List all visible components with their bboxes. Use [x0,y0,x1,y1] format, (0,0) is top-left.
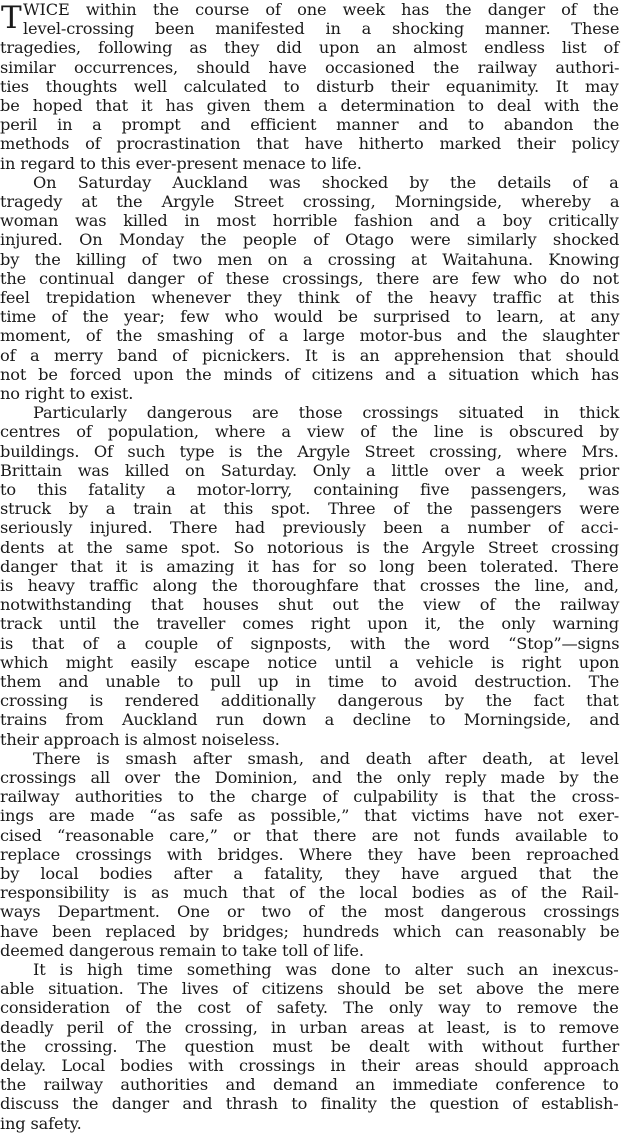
text-line: replace crossings with bridges. Where they have been reproached [0,844,619,864]
text-line: able situation. The lives of citizens should be set above the mere [0,979,620,999]
text-line: of a merry band of picnickers. It is an apprehension that should [0,345,620,365]
text-line: the railway authorities and demand an immediate conference to [0,1075,619,1095]
text-line: methods of procrastination that have hitherto marked their policy [0,134,620,154]
text-line: struck by a train at this spot. Three of the passengers were [0,499,620,519]
text-line: It is high time something was done to alter such an inexcus- [33,960,619,979]
text-line: buildings. Of such type is the Argyle Street crossing, where Mrs. [0,441,619,461]
text-line: notwithstanding that houses shut out the view of the railway [0,595,620,615]
text-line: level-crossing been manifested in a shocking manner. These [23,19,620,39]
text-line: be hoped that it has given them a determination to deal with the [0,96,619,115]
text-line: danger that it is amazing it has for so long been tolerated. There [0,556,619,576]
text-line: is that of a couple of signposts, with the word “Stop”—signs [0,633,620,653]
drop-cap: T [1,0,22,36]
text-line: ing safety. [0,1113,82,1133]
text-line: ings are made “as safe as possible,” that victims have not exer- [0,806,620,826]
text-line: On Saturday Auckland was shocked by the details of a [33,172,619,192]
text-line: the crossing. The question must be dealt with without further [0,1036,620,1056]
text-line: peril in a prompt and efficient manner and to abandon the [0,115,620,135]
text-line: no right to exist. [0,384,134,403]
text-line: moment, of the smashing of a large motor-bus and the slaughter [0,326,620,346]
text-line: by local bodies after a fatality, they have argued that the [0,864,619,883]
text-line: deadly peril of the crossing, in urban areas at least, is to remove [0,1017,620,1037]
text-line: by the killing of two men on a crossing at Waitahuna. Knowing [0,249,620,269]
text-line: dents at the same spot. So notorious is the Argyle Street crossing [0,537,619,557]
text-line: Particularly dangerous are those crossings situated in thick [33,403,620,423]
text-line: tragedy at the Argyle Street crossing, Morningside, whereby a [0,192,620,211]
text-line: the continual danger of these crossings, there are few who do not [0,268,619,288]
text-line: centres of population, where a view of the line is obscured by [0,422,619,442]
text-line: deemed dangerous remain to take toll of life. [0,940,364,960]
text-line: crossings all over the Dominion, and the only reply made by the [0,768,619,787]
text-line: trains from Auckland run down a decline to Morningside, and [0,710,620,730]
text-line: have been replaced by bridges; hundreds which can reasonably be [0,921,620,941]
text-line: to this fatality a motor-lorry, containing five passengers, was [0,480,620,499]
text-line: injured. On Monday the people of Otago were similarly shocked [0,230,620,250]
text-line: seriously injured. There had previously been a number of acci- [0,518,619,538]
text-line: ties thoughts well calculated to disturb their equanimity. It may [0,76,619,96]
text-line: similar occurrences, should have occasioned the railway authori- [0,57,620,77]
text-line: discuss the danger and thrash to finality the question of establish- [0,1094,619,1114]
text-line: their approach is almost noiseless. [0,729,280,749]
text-line: There is smash after smash, and death after death, at level [33,748,619,768]
text-line: crossing is rendered additionally dangerous by the fact that [0,691,619,711]
text-line: consideration of the cost of safety. The only way to remove the [0,998,619,1018]
text-line: not be forced upon the minds of citizens and a situation which has [0,364,619,384]
text-line: feel trepidation whenever they think of the heavy traffic at this [0,288,620,307]
text-line: tragedies, following as they did upon an almost endless list of [0,38,619,58]
text-line: WICE within the course of one week has the danger of the [23,0,619,19]
text-line: railway authorities to the charge of culpability is that the cross- [0,787,620,807]
text-line: is heavy traffic along the thoroughfare that crosses the line, and, [0,576,619,595]
text-line: in regard to this ever-present menace to life. [0,153,362,173]
text-line: which might easily escape notice until a vehicle is right upon [0,652,620,672]
text-line: ways Department. One or two of the most dangerous crossings [0,902,620,922]
text-line: time of the year; few who would be surprised to learn, at any [0,307,620,327]
text-line: track until the traveller comes right upon it, the only warning [0,614,619,634]
text-line: them and unable to pull up in time to avoid destruction. The [0,672,620,691]
text-line: cised “reasonable care,” or that there are not funds available to [0,825,619,845]
text-line: woman was killed in most horrible fashion and a boy critically [0,211,619,231]
text-line: Brittain was killed on Saturday. Only a little over a week prior [0,460,620,480]
text-line: responsibility is as much that of the local bodies as of the Rail- [0,883,619,903]
text-line: delay. Local bodies with crossings in their areas should approach [0,1056,620,1075]
